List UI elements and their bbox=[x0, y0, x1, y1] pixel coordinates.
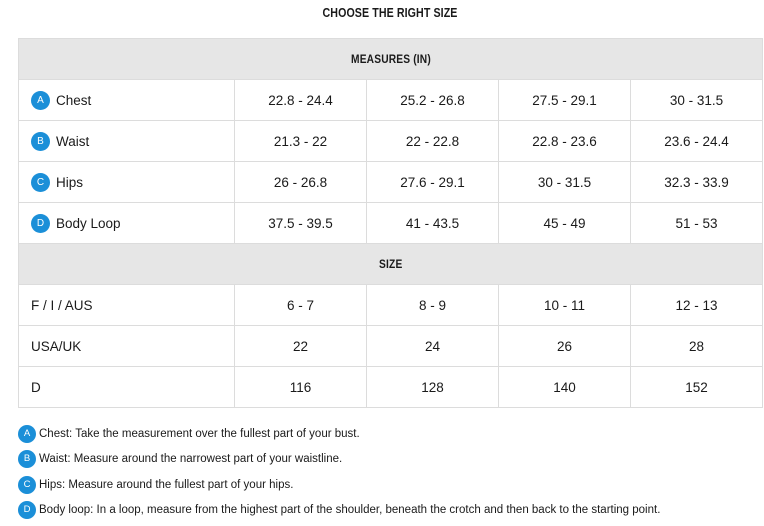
row-label-chest: A Chest bbox=[19, 80, 235, 121]
table-row-body-loop bbox=[19, 203, 763, 244]
table-cell: 26 - 26.8 bbox=[235, 162, 367, 203]
table-cell: 41 - 43.5 bbox=[367, 203, 499, 244]
badge-c-icon: C bbox=[31, 173, 50, 192]
table-row-d bbox=[19, 367, 763, 408]
table-cell: 23.6 - 24.4 bbox=[631, 121, 763, 162]
page-title: CHOOSE THE RIGHT SIZE bbox=[322, 5, 458, 20]
table-cell: 45 - 49 bbox=[499, 203, 631, 244]
note-hips bbox=[18, 472, 762, 498]
measures-header-row bbox=[19, 39, 763, 80]
table-cell: 140 bbox=[499, 367, 631, 408]
table-cell: 22.8 - 23.6 bbox=[499, 121, 631, 162]
table-cell: 27.6 - 29.1 bbox=[367, 162, 499, 203]
note-text: Chest: Take the measurement over the fullest part of your bust. bbox=[39, 427, 360, 440]
table-cell: 12 - 13 bbox=[631, 285, 763, 326]
size-chart-table bbox=[18, 38, 763, 408]
table-cell: 22 bbox=[235, 326, 367, 367]
row-label-f-i-aus: F / I / AUS bbox=[19, 285, 235, 326]
badge-d-icon: D bbox=[18, 501, 36, 519]
note-text: Body loop: In a loop, measure from the highest part of the shoulder, beneath the crotch and then back to the starting point. bbox=[39, 504, 661, 517]
table-row-usa-uk bbox=[19, 326, 763, 367]
table-cell: 152 bbox=[631, 367, 763, 408]
row-label-usa-uk: USA/UK bbox=[19, 326, 235, 367]
table-cell: 28 bbox=[631, 326, 763, 367]
table-cell: 27.5 - 29.1 bbox=[499, 80, 631, 121]
row-label-body-loop: D Body Loop bbox=[19, 203, 235, 244]
badge-b-icon: B bbox=[18, 450, 36, 468]
note-waist bbox=[18, 447, 762, 473]
table-cell: 6 - 7 bbox=[235, 285, 367, 326]
table-cell: 30 - 31.5 bbox=[499, 162, 631, 203]
badge-a-icon: A bbox=[31, 91, 50, 110]
table-cell: 25.2 - 26.8 bbox=[367, 80, 499, 121]
table-cell: 8 - 9 bbox=[367, 285, 499, 326]
measures-heading: MEASURES (IN) bbox=[19, 39, 763, 80]
note-chest bbox=[18, 421, 762, 447]
table-cell: 22 - 22.8 bbox=[367, 121, 499, 162]
table-row-hips bbox=[19, 162, 763, 203]
table-row-chest bbox=[19, 80, 763, 121]
badge-c-icon: C bbox=[18, 476, 36, 494]
table-cell: 37.5 - 39.5 bbox=[235, 203, 367, 244]
row-label-waist: B Waist bbox=[19, 121, 235, 162]
badge-d-icon: D bbox=[31, 214, 50, 233]
note-text: Waist: Measure around the narrowest part of your waistline. bbox=[39, 453, 343, 466]
badge-b-icon: B bbox=[31, 132, 50, 151]
table-cell: 22.8 - 24.4 bbox=[235, 80, 367, 121]
table-cell: 32.3 - 33.9 bbox=[631, 162, 763, 203]
note-body-loop bbox=[18, 498, 762, 524]
table-cell: 10 - 11 bbox=[499, 285, 631, 326]
table-row-f-i-aus bbox=[19, 285, 763, 326]
table-cell: 116 bbox=[235, 367, 367, 408]
table-row-waist bbox=[19, 121, 763, 162]
table-cell: 51 - 53 bbox=[631, 203, 763, 244]
size-header-row bbox=[19, 244, 763, 285]
table-cell: 30 - 31.5 bbox=[631, 80, 763, 121]
table-cell: 21.3 - 22 bbox=[235, 121, 367, 162]
row-label-d: D bbox=[19, 367, 235, 408]
badge-a-icon: A bbox=[18, 425, 36, 443]
size-heading: SIZE bbox=[19, 244, 763, 285]
table-cell: 26 bbox=[499, 326, 631, 367]
table-cell: 128 bbox=[367, 367, 499, 408]
row-label-hips: C Hips bbox=[19, 162, 235, 203]
note-text: Hips: Measure around the fullest part of your hips. bbox=[39, 478, 294, 491]
table-cell: 24 bbox=[367, 326, 499, 367]
measurement-notes bbox=[18, 421, 762, 523]
